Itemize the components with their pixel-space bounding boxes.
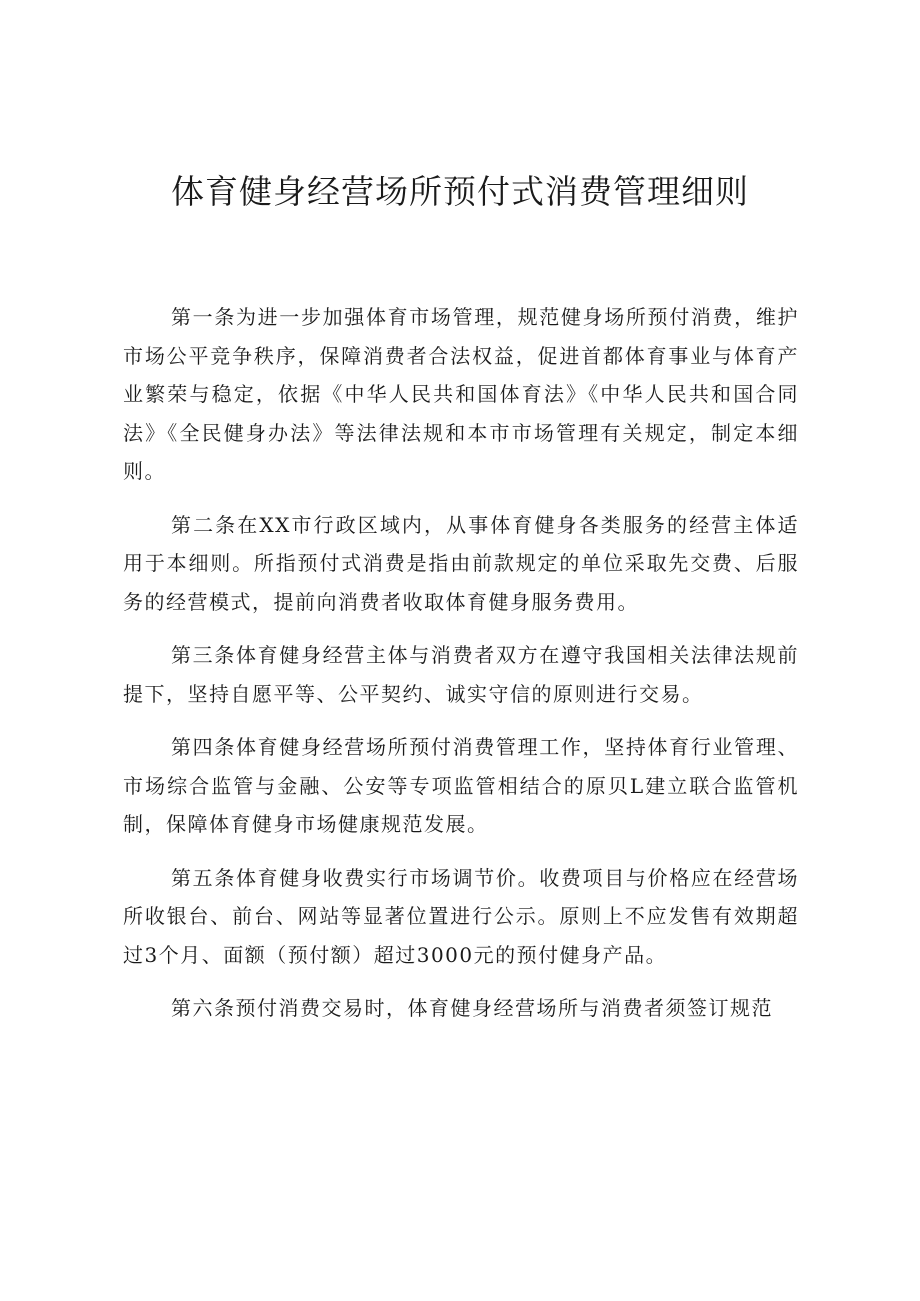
article-6-paragraph: 第六条预付消费交易时，体育健身经营场所与消费者须签订规范	[171, 996, 773, 1020]
document-title: 体育健身经营场所预付式消费管理细则	[171, 172, 749, 211]
article-5-paragraph: 第五条体育健身收费实行市场调节价。收费项目与价格应在经营场所收银台、前台、网站等显著位置进行公示。原则上不应发售有效期超过3个月、面额（预付额）超过3000元的预付健身产品。	[123, 865, 799, 967]
article-2-paragraph: 第二条在XX市行政区域内，从事体育健身各类服务的经营主体适用于本细则。所指预付式消费是指由前款规定的单位采取先交费、后服务的经营模式，提前向消费者收取体育健身服务费用。	[123, 512, 799, 614]
article-4-paragraph: 第四条体育健身经营场所预付消费管理工作，坚持体育行业管理、市场综合监管与金融、公安等专项监管相结合的原贝L建立联合监管机制，保障体育健身市场健康规范发展。	[123, 735, 799, 836]
document-body	[123, 298, 799, 1043]
article-3-paragraph: 第三条体育健身经营主体与消费者双方在遵守我国相关法律法规前提下，坚持自愿平等、公平契约、诚实守信的原则进行交易。	[123, 643, 799, 706]
article-1-paragraph: 第一条为进一步加强体育市场管理，规范健身场所预付消费，维护市场公平竞争秩序，保障消费者合法权益，促进首都体育事业与体育产业繁荣与稳定，依据《中华人民共和国体育法》《中华人民共和国合同法》《全民健身办法》等法律法规和本市市场管理有关规定，制定本细则。	[123, 305, 799, 483]
